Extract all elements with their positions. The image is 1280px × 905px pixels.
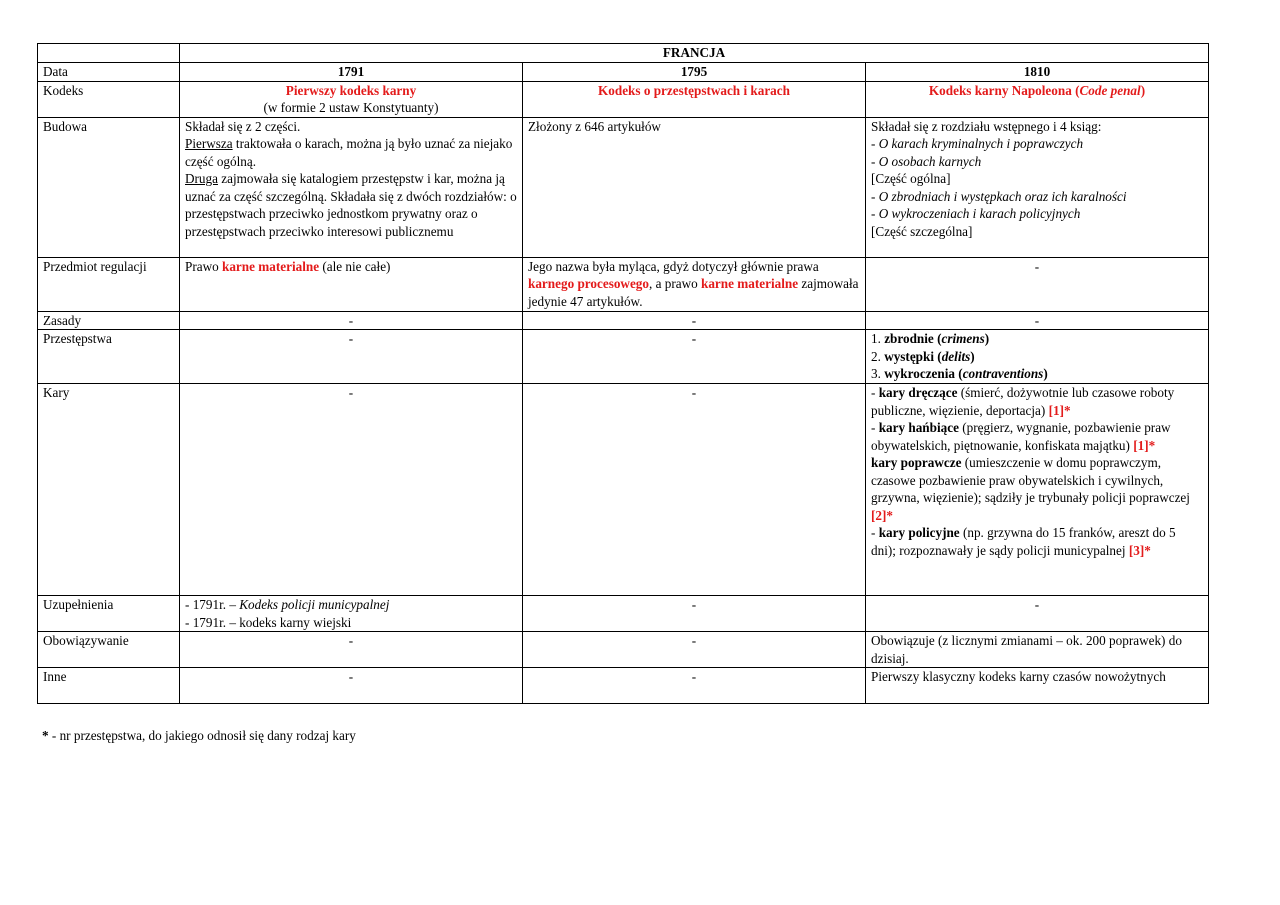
label-budowa: Budowa (38, 117, 180, 257)
row-header (38, 44, 1209, 63)
budowa-1810-l6: - O wykroczeniach i karach policyjnych (871, 206, 1081, 221)
budowa-1791-first (185, 135, 517, 170)
przedmiot-1791-c: (ale nie całe) (319, 258, 391, 274)
label-zasady: Zasady (38, 311, 180, 330)
row-zasady (38, 311, 1209, 330)
kary-1810-k2 (871, 419, 1203, 454)
k2-desc: (pręgierz, wygnanie, pozbawienie praw obywatelskich, piętnowanie, konfiskata majątku) (871, 420, 1171, 453)
k1-dash: - (871, 385, 879, 400)
p3-fr: contraventions (962, 366, 1044, 381)
przedmiot-1795-c: , a prawo (649, 276, 701, 291)
przedmiot-1795-d: karne materialne (701, 276, 799, 291)
budowa-1791-second-rest: zajmowała się katalogiem przestępstw i kar, można ją uznać za część szczególną. Składała się z dwóch rozdziałów: o przestępstwach przeciwko jednostkom prywatny oraz o przestępstwach przeciwko interesowi publicznemu (185, 171, 517, 239)
przestepstwa-1810-p1 (871, 330, 1203, 348)
obow-1810: Obowiązuje (z licznymi zmianami – ok. 200 poprawek) do dzisiaj. (866, 632, 1209, 668)
label-inne: Inne (38, 668, 180, 704)
label-obowiazywanie: Obowiązywanie (38, 632, 180, 668)
budowa-1791-first-rest: traktowała o karach, można ją było uznać za niejako część ogólną. (185, 136, 513, 169)
p2-fr: delits (941, 348, 971, 364)
przedmiot-1795-b: karnego procesowego (528, 276, 649, 291)
budowa-1791-second-word: Druga (185, 171, 218, 186)
przedmiot-1791-b: karne materialne (222, 258, 320, 274)
kodeks-1795 (523, 81, 866, 117)
row-przedmiot (38, 257, 1209, 311)
inne-1791: - (180, 668, 523, 704)
budowa-1810-l4: [Część ogólna] (871, 171, 951, 186)
k1-term: kary dręczące (878, 385, 958, 400)
uzup-1810: - (866, 596, 1209, 632)
przestepstwa-1791: - (180, 330, 523, 384)
inne-1810: Pierwszy klasyczny kodeks karny czasów nowożytnych (866, 668, 1209, 704)
p1-fr: crimens (941, 331, 985, 346)
przestepstwa-1810-p3 (871, 365, 1203, 383)
label-przestepstwa: Przestępstwa (38, 330, 180, 384)
obow-1791: - (180, 632, 523, 668)
country-header: FRANCJA (180, 44, 1209, 63)
k2-dash: - (871, 420, 879, 435)
przedmiot-1795-a: Jego nazwa była myląca, gdyż dotyczył głównie prawa (528, 258, 819, 274)
k1-desc: (śmierć, dożywotnie lub czasowe roboty publiczne, więzienie, deportacja) (871, 385, 1175, 418)
p3-close: ) (1043, 366, 1048, 381)
kary-1795: - (523, 384, 866, 596)
budowa-1810-l7: [Część szczególna] (871, 223, 973, 239)
przedmiot-1791-a: Prawo (185, 258, 222, 274)
label-data: Data (38, 63, 180, 82)
uzup-1791 (180, 596, 523, 632)
p1-num: 1. (871, 331, 885, 346)
kary-1810-k1 (871, 384, 1203, 419)
kary-1791: - (180, 384, 523, 596)
code-name-1791: Pierwszy kodeks karny (285, 82, 417, 98)
przestepstwa-1810-p2 (871, 348, 1203, 366)
row-obowiazywanie (38, 632, 1209, 668)
budowa-1791-first-word: Pierwsza (185, 136, 233, 151)
code-name-1810: Kodeks karny Napoleona ( (928, 82, 1080, 98)
budowa-1810 (866, 117, 1209, 257)
budowa-1791 (180, 117, 523, 257)
label-przedmiot: Przedmiot regulacji (38, 257, 180, 311)
uzup-1791-l1-a: - 1791r. – (185, 597, 240, 612)
p2-term: występki ( (884, 348, 942, 364)
przedmiot-1795 (523, 257, 866, 311)
k2-term: kary hańbiące (878, 420, 959, 435)
year-1810: 1810 (866, 63, 1209, 82)
footnote-star: * (42, 728, 49, 743)
document-sheet (37, 43, 1208, 704)
uzup-1791-l1-b: Kodeks policji municypalnej (239, 597, 390, 612)
footnote (42, 727, 356, 745)
budowa-1810-l3: - O osobach karnych (871, 153, 982, 169)
budowa-1791-l1: Składał się z 2 części. (185, 118, 301, 134)
footnote-text: - nr przestępstwa, do jakiego odnosił się dany rodzaj kary (48, 728, 356, 743)
przestepstwa-1810 (866, 330, 1209, 384)
kary-1810-k4 (871, 524, 1203, 559)
row-inne (38, 668, 1209, 704)
year-1795: 1795 (523, 63, 866, 82)
obow-1795: - (523, 632, 866, 668)
row-uzupelnienia (38, 596, 1209, 632)
kodeks-1810 (866, 81, 1209, 117)
zasady-1810: - (866, 311, 1209, 330)
inne-1795: - (523, 668, 866, 704)
label-kary: Kary (38, 384, 180, 596)
budowa-1810-l2: - O karach kryminalnych i poprawczych (871, 136, 1084, 151)
budowa-1810-l5: - O zbrodniach i występkach oraz ich karalności (871, 188, 1127, 204)
przedmiot-1795-e: zajmowała jedynie 47 artykułów. (528, 276, 859, 309)
k4-desc: (np. grzywna do 15 franków, areszt do 5 dni); rozpoznawały je sądy policji municypalnej (871, 525, 1176, 558)
code-name-1795: Kodeks o przestępstwach i karach (598, 82, 790, 98)
k3-term: kary poprawcze (871, 455, 962, 470)
budowa-1791-second (185, 170, 517, 240)
label-kodeks: Kodeks (38, 81, 180, 117)
uzup-1795: - (523, 596, 866, 632)
przedmiot-1810: - (866, 257, 1209, 311)
k4-ref: [3]* (1128, 542, 1151, 558)
przestepstwa-1795: - (523, 330, 866, 384)
p3-num: 3. (871, 366, 885, 381)
p1-term: zbrodnie ( (884, 331, 942, 346)
corner-cell (38, 44, 180, 63)
row-kary (38, 384, 1209, 596)
p2-num: 2. (871, 348, 885, 364)
row-budowa (38, 117, 1209, 257)
k4-term: kary policyjne (878, 525, 960, 540)
k2-ref: [1]* (1133, 437, 1156, 453)
zasady-1791: - (180, 311, 523, 330)
budowa-1810-l1: Składał się z rozdziału wstępnego i 4 ksiąg: (871, 118, 1102, 134)
p3-term: wykroczenia ( (884, 366, 963, 381)
year-1791: 1791 (180, 63, 523, 82)
kary-1810 (866, 384, 1209, 596)
row-przestepstwa (38, 330, 1209, 384)
k3-ref: [2]* (871, 507, 893, 523)
k1-ref: [1]* (1048, 402, 1071, 418)
kodeks-1791 (180, 81, 523, 117)
uzup-1791-l2: - 1791r. – kodeks karny wiejski (185, 614, 352, 630)
kary-1810-k3 (871, 454, 1203, 524)
zasady-1795: - (523, 311, 866, 330)
label-uzupelnienia: Uzupełnienia (38, 596, 180, 632)
budowa-1795: Złożony z 646 artykułów (523, 117, 866, 257)
p2-close: ) (970, 348, 975, 364)
uzup-1791-l1 (185, 596, 517, 614)
comparison-table (37, 43, 1209, 704)
k3-desc: (umieszczenie w domu poprawczym, czasowe pozbawienie praw obywatelskich i cywilnych, grzywna, więzienie); sądziły je trybunały policji poprawczej (871, 455, 1190, 505)
code-name-1810-end: ) (1140, 82, 1146, 98)
k4-dash: - (871, 525, 879, 540)
code-note-1791: (w formie 2 ustaw Konstytuanty) (263, 100, 439, 115)
przedmiot-1791 (180, 257, 523, 311)
code-name-1810-italic: Code penal (1079, 82, 1141, 98)
p1-close: ) (984, 331, 990, 346)
row-kodeks (38, 81, 1209, 117)
row-data (38, 63, 1209, 82)
